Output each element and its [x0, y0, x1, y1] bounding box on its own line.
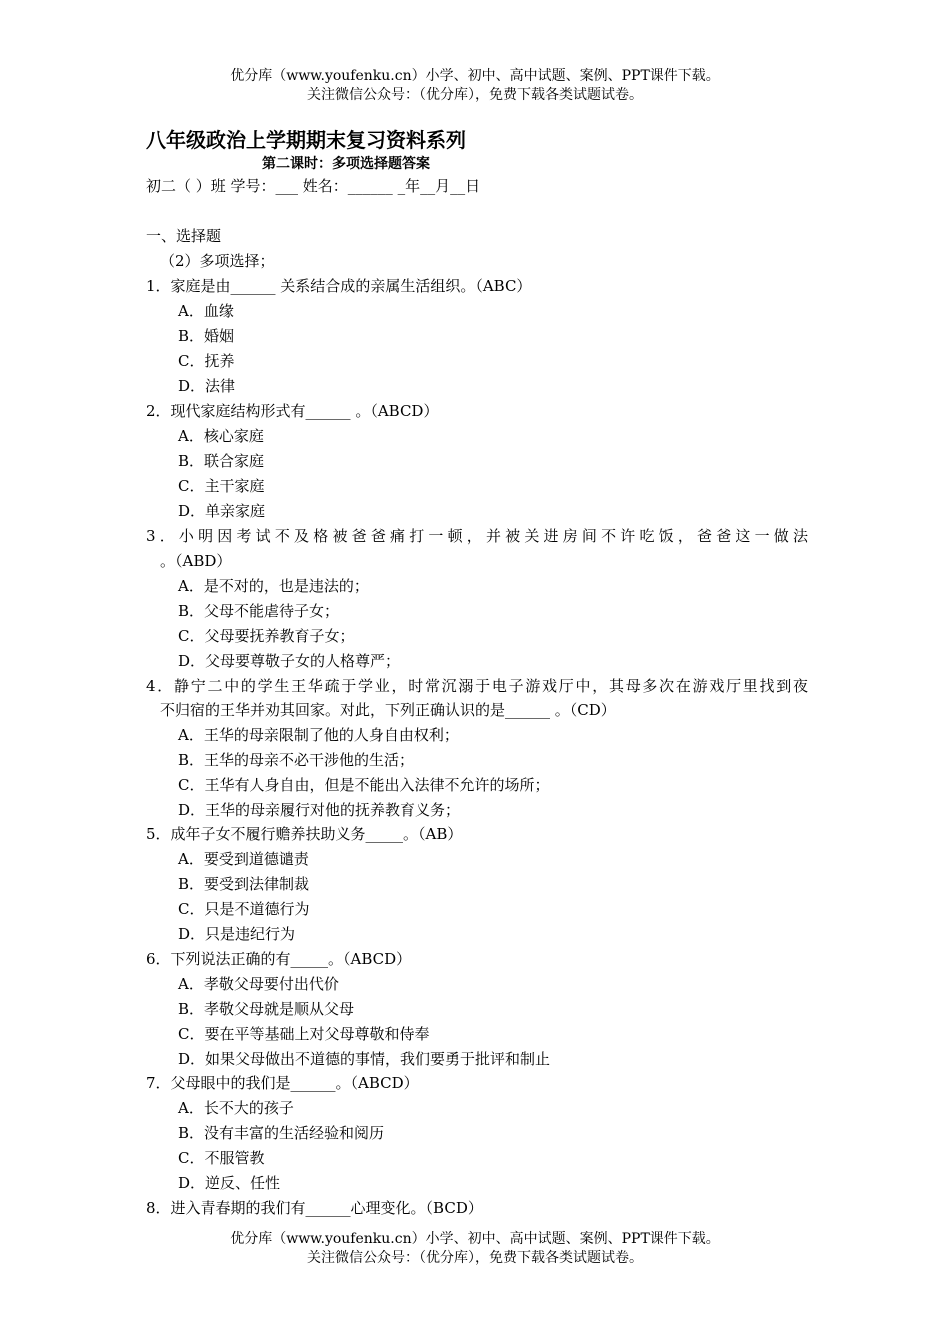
question-2-option-c: C．主干家庭	[178, 477, 265, 495]
footer-line-2: 关注微信公众号：（优分库），免费下载各类试题试卷。	[307, 1250, 643, 1266]
question-3-stem: 3．小明因考试不及格被爸爸痛打一顿，并被关进房间不许吃饭，爸爸这一做法	[146, 527, 808, 545]
question-4-option-d: D．王华的母亲履行对他的抚养教育义务；	[178, 801, 461, 819]
question-2-option-b: B．联合家庭	[178, 452, 265, 470]
question-6-option-d: D．如果父母做出不道德的事情，我们要勇于批评和制止	[178, 1050, 551, 1068]
question-1-option-c: C．抚养	[178, 352, 235, 370]
question-8-stem: 8．进入青春期的我们有______心理变化。（BCD）	[146, 1199, 483, 1217]
document-title: 八年级政治上学期期末复习资料系列	[146, 128, 466, 152]
question-6-option-b: B．孝敬父母就是顺从父母	[178, 1000, 355, 1018]
question-3-option-b: B．父母不能虐待子女；	[178, 602, 340, 620]
question-6-option-a: A．孝敬父母要付出代价	[178, 975, 339, 993]
question-3-stem-continued: 。（ABD）	[160, 552, 232, 570]
question-1-stem: 1．家庭是由______ 关系结合成的亲属生活组织。（ABC）	[146, 277, 532, 295]
question-5-option-b: B．要受到法律制裁	[178, 875, 310, 893]
header-line-1: 优分库（www.youfenku.cn）小学、初中、高中试题、案例、PPT课件下载。	[230, 68, 720, 84]
question-7-option-c: C．不服管教	[178, 1149, 265, 1167]
question-6-stem: 6．下列说法正确的有_____。（ABCD）	[146, 950, 412, 968]
question-3-option-c: C．父母要抚养教育子女；	[178, 627, 355, 645]
question-7-option-b: B．没有丰富的生活经验和阅历	[178, 1124, 385, 1142]
question-4-option-b: B．王华的母亲不必干涉他的生活；	[178, 751, 415, 769]
footer-line-1: 优分库（www.youfenku.cn）小学、初中、高中试题、案例、PPT课件下载。	[230, 1231, 720, 1247]
question-6-option-c: C．要在平等基础上对父母尊敬和侍奉	[178, 1025, 430, 1043]
question-7-option-a: A．长不大的孩子	[178, 1099, 294, 1117]
question-4-option-a: A．王华的母亲限制了他的人身自由权利；	[178, 726, 459, 744]
question-3-option-a: A．是不对的，也是违法的；	[178, 577, 369, 595]
question-2-stem: 2．现代家庭结构形式有______ 。（ABCD）	[146, 402, 439, 420]
document-subtitle: 第二课时：多项选择题答案	[262, 156, 430, 172]
question-4-option-c: C．王华有人身自由，但是不能出入法律不允许的场所；	[178, 776, 550, 794]
question-2-option-d: D．单亲家庭	[178, 502, 266, 520]
question-5-option-c: C．只是不道德行为	[178, 900, 310, 918]
question-3-option-d: D．父母要尊敬子女的人格尊严；	[178, 652, 401, 670]
question-1-option-d: D．法律	[178, 377, 236, 395]
question-5-option-a: A．要受到道德谴责	[178, 850, 309, 868]
question-7-stem: 7．父母眼中的我们是______。（ABCD）	[146, 1074, 419, 1092]
question-1-option-a: A．血缘	[178, 302, 234, 320]
question-5-stem: 5．成年子女不履行赡养扶助义务_____。（AB）	[146, 825, 463, 843]
question-7-option-d: D．逆反、任性	[178, 1174, 281, 1192]
class-info-line: 初二（ ）班 学号：___ 姓名：______ _年__月__日	[146, 177, 481, 195]
subsection-heading: （2）多项选择；	[160, 252, 275, 270]
question-4-stem: 4．静宁二中的学生王华疏于学业，时常沉溺于电子游戏厅中，其母多次在游戏厅里找到夜	[146, 677, 808, 695]
question-1-option-b: B．婚姻	[178, 327, 235, 345]
header-line-2: 关注微信公众号：（优分库），免费下载各类试题试卷。	[307, 87, 643, 103]
section-heading: 一、选择题	[146, 227, 222, 245]
question-4-stem-continued: 不归宿的王华并劝其回家。对此，下列正确认识的是______ 。（CD）	[160, 701, 616, 719]
question-5-option-d: D．只是违纪行为	[178, 925, 296, 943]
question-2-option-a: A．核心家庭	[178, 427, 264, 445]
